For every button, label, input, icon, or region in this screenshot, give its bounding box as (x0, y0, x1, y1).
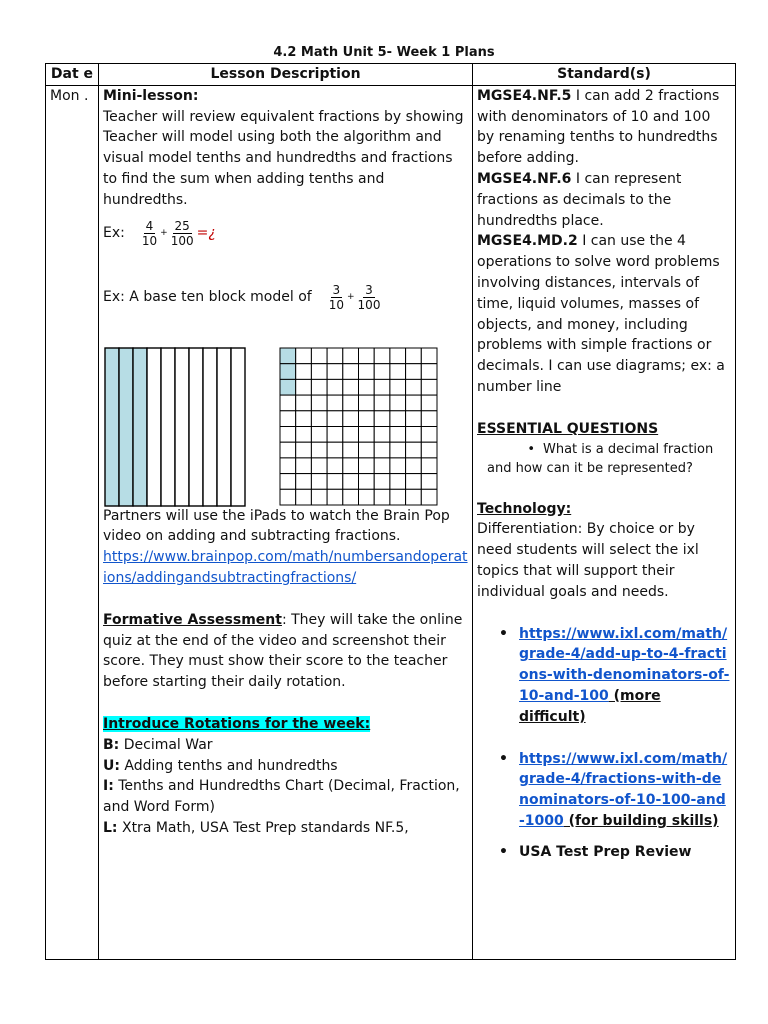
plus-sign: + (347, 292, 355, 303)
equals-unknown: =¿ (196, 225, 216, 242)
fraction-numerator: 25 (174, 219, 190, 234)
hundredths-cell (406, 442, 422, 458)
tenths-model (103, 338, 253, 508)
hundredths-cell (327, 489, 343, 505)
hundredths-cell (421, 395, 437, 411)
hundredths-cell (374, 348, 390, 364)
hundredths-cell (359, 489, 375, 505)
technology-heading: Technology: (477, 500, 572, 517)
hundredths-cell (421, 363, 437, 379)
header-standards: Standard(s) (473, 64, 736, 86)
bullet-icon: • (499, 843, 508, 860)
tenths-column (231, 348, 245, 506)
brainpop-link[interactable]: https://www.brainpop.com/math/numbersandoperations/addingandsubtractingfractions/ (103, 549, 468, 586)
hundredths-cell (421, 348, 437, 364)
fraction-numerator: 3 (365, 283, 373, 298)
bullet-icon: • (527, 441, 535, 457)
rotation-item (103, 776, 468, 818)
hundredths-cell (406, 473, 422, 489)
example-1 (103, 211, 468, 257)
ixl-link-item (477, 624, 731, 728)
hundredths-cell (421, 473, 437, 489)
hundredths-cell (421, 379, 437, 395)
hundredths-cell (359, 457, 375, 473)
bullet-icon: • (499, 625, 508, 642)
hundredths-cell (296, 363, 312, 379)
link-note: (for building skills) (563, 812, 719, 829)
table-header-row (46, 64, 736, 86)
standard-text: I can add 2 fractions with denominators of 10 and 100 by renaming tenths to hundredths before adding. (477, 87, 720, 167)
formative-assessment-label: Formative Assessment (103, 611, 282, 628)
rotation-text: Adding tenths and hundredths (119, 757, 338, 774)
hundredths-cell (311, 473, 327, 489)
hundredths-cell (280, 489, 296, 505)
hundredths-cell (311, 426, 327, 442)
standard-code: MGSE4.NF.5 (477, 87, 572, 104)
hundredths-cell (311, 489, 327, 505)
hundredths-cell (327, 457, 343, 473)
hundredths-cell (343, 426, 359, 442)
tenths-column (175, 348, 189, 506)
hundredths-cell (374, 379, 390, 395)
fraction-25-100 (169, 219, 196, 248)
bullet-icon: • (499, 750, 508, 767)
hundredths-cell (343, 489, 359, 505)
day-cell: Mon . (46, 85, 99, 959)
hundredths-cell (280, 379, 296, 395)
hundredths-cell (296, 473, 312, 489)
usa-test-prep-item (477, 842, 731, 863)
rotation-key: B: (103, 736, 120, 753)
hundredths-cell (296, 395, 312, 411)
hundredths-cell (296, 442, 312, 458)
hundredths-cell (296, 348, 312, 364)
partners-text: Partners will use the iPads to watch the Brain Pop video on adding and subtracting fractions. (103, 507, 450, 545)
hundredths-cell (390, 473, 406, 489)
hundredths-cell (311, 442, 327, 458)
rotations-heading: Introduce Rotations for the week: (103, 715, 371, 732)
hundredths-cell (280, 410, 296, 426)
hundredths-cell (359, 395, 375, 411)
hundredths-cell (359, 348, 375, 364)
hundredths-cell (390, 489, 406, 505)
hundredths-cell (311, 363, 327, 379)
hundredths-cell (390, 395, 406, 411)
rotation-key: U: (103, 757, 120, 774)
fraction-denominator: 10 (328, 298, 344, 313)
hundredths-cell (343, 395, 359, 411)
hundredths-cell (280, 363, 296, 379)
hundredths-cell (280, 473, 296, 489)
tenths-column (147, 348, 161, 506)
hundredths-cell (311, 410, 327, 426)
ixl-link-building[interactable]: https://www.ixl.com/math/grade-4/fractions-with-denominators-of-10-100-and-1000 (519, 750, 728, 829)
hundredths-cell (327, 410, 343, 426)
rotation-text: Decimal War (119, 736, 213, 753)
plus-sign: + (160, 228, 168, 239)
hundredths-cell (374, 395, 390, 411)
example-2 (103, 278, 468, 318)
hundredths-cell (406, 489, 422, 505)
rotation-text: Tenths and Hundredths Chart (Decimal, Fraction, and Word Form) (103, 778, 460, 816)
tenths-column (189, 348, 203, 506)
usa-test-prep-text: USA Test Prep Review (519, 843, 692, 860)
hundredths-cell (374, 489, 390, 505)
standard-item (477, 86, 731, 169)
hundredths-cell (343, 473, 359, 489)
tenths-column (133, 348, 147, 506)
hundredths-cell (296, 426, 312, 442)
hundredths-cell (280, 348, 296, 364)
link-note: (more difficult) (519, 687, 661, 725)
standard-code: MGSE4.NF.6 (477, 170, 572, 187)
hundredths-cell (406, 410, 422, 426)
hundredths-cell (359, 410, 375, 426)
fraction-3-100 (356, 283, 383, 312)
header-lesson-description: Lesson Description (99, 64, 473, 86)
essential-questions-heading: ESSENTIAL QUESTIONS (477, 420, 659, 437)
hundredths-cell (296, 379, 312, 395)
hundredths-cell (280, 442, 296, 458)
rotation-item (103, 735, 468, 756)
table-row (46, 85, 736, 959)
hundredths-cell (374, 363, 390, 379)
hundredths-cell (343, 348, 359, 364)
hundredths-cell (406, 395, 422, 411)
fraction-3-10 (327, 283, 346, 312)
rotation-item (103, 818, 468, 839)
tenths-column (105, 348, 119, 506)
hundredths-cell (327, 395, 343, 411)
hundredths-cell (374, 442, 390, 458)
tenths-column (203, 348, 217, 506)
ixl-link-item (477, 749, 731, 832)
rotation-key: L: (103, 819, 118, 836)
hundredths-cell (327, 348, 343, 364)
hundredths-cell (421, 489, 437, 505)
fraction-4-10 (140, 219, 159, 248)
ixl-link-difficult[interactable]: https://www.ixl.com/math/grade-4/add-up-to-4-fractions-with-denominators-of-10-and-100 (519, 625, 730, 704)
base-ten-models (103, 318, 468, 506)
hundredths-cell (406, 379, 422, 395)
hundredths-cell (327, 379, 343, 395)
hundredths-model (279, 338, 439, 508)
tenths-column (119, 348, 133, 506)
hundredths-cell (406, 457, 422, 473)
fraction-numerator: 4 (145, 219, 154, 234)
hundredths-cell (374, 473, 390, 489)
fraction-numerator: 3 (332, 283, 341, 298)
hundredths-cell (343, 363, 359, 379)
hundredths-cell (280, 395, 296, 411)
fraction-denominator: 100 (357, 298, 381, 313)
hundredths-cell (311, 395, 327, 411)
hundredths-cell (311, 348, 327, 364)
hundredths-cell (359, 363, 375, 379)
hundredths-cell (343, 457, 359, 473)
hundredths-cell (390, 348, 406, 364)
formative-assessment-text: : They will take the online quiz at the end of the video and screenshot their score. They must show their score to the teacher before starting their daily rotation. (103, 611, 463, 691)
hundredths-cell (327, 363, 343, 379)
hundredths-cell (280, 457, 296, 473)
standard-text: I can represent fractions as decimals to the hundredths place. (477, 170, 682, 229)
hundredths-cell (296, 457, 312, 473)
lesson-line-1: Teacher will review equivalent fractions by showing (103, 108, 464, 125)
hundredths-cell (421, 457, 437, 473)
hundredths-cell (296, 489, 312, 505)
essential-question-item (477, 440, 731, 478)
standard-item (477, 231, 731, 397)
formative-assessment (103, 610, 468, 693)
hundredths-cell (327, 442, 343, 458)
hundredths-cell (296, 410, 312, 426)
fraction-denominator: 10 (141, 234, 158, 249)
example-1-label: Ex: (103, 225, 125, 242)
hundredths-cell (390, 426, 406, 442)
header-date: Dat e (46, 64, 99, 86)
hundredths-cell (406, 348, 422, 364)
tenths-column (217, 348, 231, 506)
hundredths-cell (406, 426, 422, 442)
hundredths-cell (359, 426, 375, 442)
standards-cell (473, 85, 736, 959)
standard-text: I can use the 4 operations to solve word problems involving distances, intervals of time, liquid volumes, masses of objects, and money, including problems with simple fractions or decimals. I can use diagrams; ex: a number line (477, 233, 725, 395)
hundredths-cell (421, 426, 437, 442)
rotation-text: Xtra Math, USA Test Prep standards NF.5, (117, 819, 409, 836)
hundredths-cell (390, 379, 406, 395)
hundredths-cell (390, 457, 406, 473)
lesson-description-cell (99, 85, 473, 959)
hundredths-cell (311, 457, 327, 473)
lesson-line-2: Teacher will model using both the algorithm and visual model tenths and hundredths and fractions to find the sum when adding tenths and hundredths. (103, 129, 453, 208)
hundredths-cell (406, 363, 422, 379)
essential-question-text: What is a decimal fraction and how can it be represented? (487, 441, 714, 476)
hundredths-cell (343, 410, 359, 426)
hundredths-cell (421, 410, 437, 426)
fraction-denominator: 100 (170, 234, 194, 249)
example-2-label: Ex: A base ten block model of (103, 289, 312, 306)
rotation-key: I: (103, 778, 114, 795)
hundredths-cell (311, 379, 327, 395)
hundredths-cell (374, 410, 390, 426)
differentiation-text: Differentiation: By choice or by need students will select the ixl topics that will support their individual goals and needs. (477, 521, 699, 600)
rotation-item (103, 756, 468, 777)
hundredths-cell (327, 473, 343, 489)
hundredths-cell (390, 442, 406, 458)
hundredths-cell (343, 442, 359, 458)
hundredths-cell (390, 363, 406, 379)
mini-lesson-heading: Mini-lesson: (103, 87, 199, 104)
hundredths-cell (343, 379, 359, 395)
tenths-column (161, 348, 175, 506)
hundredths-cell (374, 457, 390, 473)
hundredths-cell (390, 410, 406, 426)
standard-item (477, 169, 731, 231)
hundredths-cell (327, 426, 343, 442)
standard-code: MGSE4.MD.2 (477, 233, 578, 250)
document-title: 4.2 Math Unit 5- Week 1 Plans (273, 45, 495, 60)
hundredths-cell (359, 442, 375, 458)
hundredths-cell (421, 442, 437, 458)
hundredths-cell (280, 426, 296, 442)
lesson-plan-table (45, 63, 736, 960)
hundredths-cell (359, 379, 375, 395)
hundredths-cell (359, 473, 375, 489)
hundredths-cell (374, 426, 390, 442)
